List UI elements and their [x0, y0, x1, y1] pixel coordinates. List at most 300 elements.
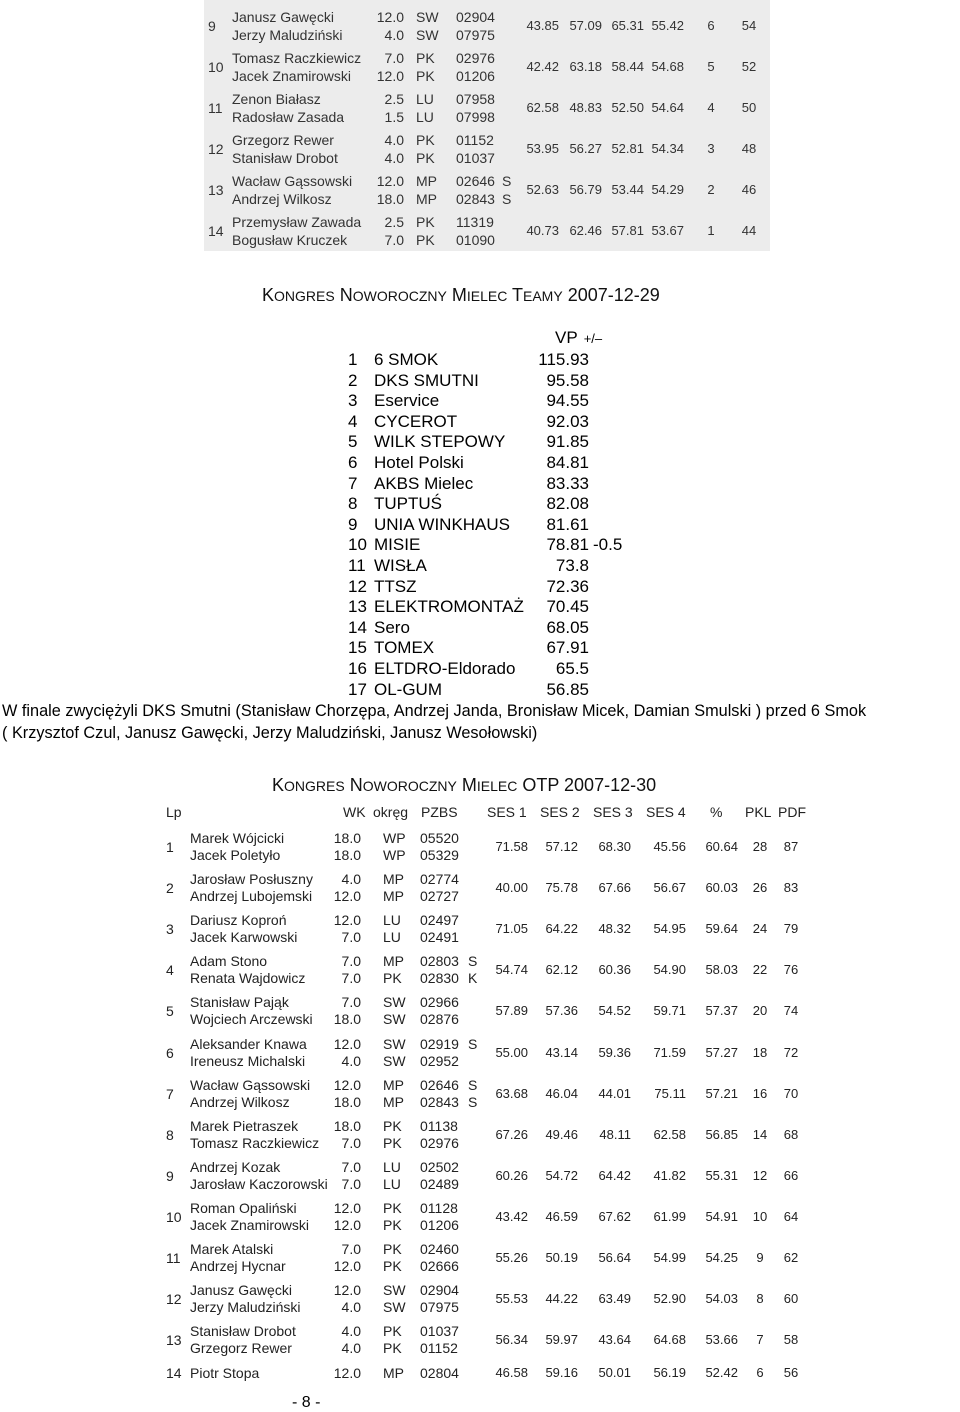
- cell-pzbs: 07958: [456, 91, 495, 107]
- cell-percent: 53.66: [705, 1332, 738, 1348]
- cell-pdf: 62: [783, 1250, 799, 1265]
- team-name: TTSZ: [374, 576, 417, 596]
- cell-lp: 11: [166, 1250, 181, 1266]
- table-row: [0, 1365, 960, 1385]
- cell-region: PK: [383, 1134, 402, 1151]
- table-row: [0, 1156, 960, 1197]
- col-header-region: okręg: [373, 804, 409, 820]
- cell-wk: 4.0: [341, 1052, 361, 1069]
- cell-lp: 12: [208, 141, 224, 157]
- cell-ses1: 71.58: [495, 839, 528, 854]
- cell-region: PK: [383, 970, 402, 987]
- heading-word: M: [451, 285, 467, 305]
- cell-ses2: 56.27: [569, 141, 602, 156]
- heading-word: OTP: [522, 775, 560, 795]
- cell-region: PK: [383, 1258, 402, 1274]
- cell-pdf: 64: [783, 1208, 799, 1224]
- cell-player-name: Jacek Znamirowski: [190, 1216, 310, 1233]
- table-row: [204, 47, 770, 87]
- cell-pkl: 12: [752, 1167, 768, 1183]
- team-adjustment: -0.5: [593, 535, 623, 555]
- cell-percent: 58.03: [705, 962, 738, 978]
- cell-pzbs: 02976: [456, 50, 495, 66]
- cell-player-name: Jacek Poletyło: [190, 847, 281, 863]
- table-row: [204, 88, 770, 128]
- cell-player-name: Stanisław Drobot: [232, 150, 338, 166]
- cell-ses3: 57.81: [611, 223, 644, 238]
- cell-pzbs: 07975: [456, 27, 495, 43]
- cell-region: MP: [383, 871, 404, 888]
- heading-date: 2007-12-30: [564, 775, 657, 795]
- cell-ses4: 64.68: [653, 1332, 686, 1348]
- cell-pkl: 8: [756, 1291, 764, 1307]
- cell-pzbs: 02904: [456, 9, 495, 25]
- cell-player-name: Jerzy Maludziński: [232, 27, 343, 43]
- cell-pkl: 20: [752, 1003, 768, 1019]
- cell-pdf: 58: [783, 1332, 799, 1348]
- cell-percent: 57.21: [705, 1085, 738, 1101]
- team-name: Eservice: [374, 391, 440, 411]
- cell-lp: 14: [166, 1365, 182, 1381]
- cell-pdf: 54: [741, 18, 757, 33]
- cell-player-name: Radosław Zasada: [232, 109, 345, 125]
- cell-pzbs: 02774: [420, 871, 459, 888]
- cell-ses1: 54.74: [495, 962, 528, 978]
- cell-pzbs: 02843: [420, 1093, 459, 1110]
- cell-wk: 12.0: [333, 1282, 361, 1299]
- cell-pzbs: 01128: [420, 1199, 458, 1216]
- cell-ses2: 59.16: [545, 1365, 578, 1380]
- cell-ses4: 54.99: [653, 1250, 686, 1265]
- cell-region: SW: [383, 1052, 406, 1069]
- cell-ses1: 55.53: [495, 1291, 528, 1307]
- cell-wk: 12.0: [333, 912, 361, 929]
- cell-percent: 54.91: [705, 1208, 738, 1224]
- cell-ses4: 41.82: [653, 1167, 686, 1183]
- team-rank: 13: [348, 597, 367, 617]
- heading-word: IELEC: [476, 778, 518, 794]
- cell-player-name: Wacław Gąssowski: [190, 1076, 311, 1093]
- team-vp: 70.45: [546, 597, 589, 617]
- cell-ses4: 54.64: [651, 100, 684, 115]
- team-vp: 78.81: [546, 535, 589, 555]
- heading-word: OWOROCZNY: [352, 288, 447, 304]
- cell-region: PK: [416, 214, 435, 230]
- cell-lp: 13: [166, 1332, 182, 1349]
- cell-ses2: 50.19: [545, 1250, 578, 1265]
- cell-ses2: 57.12: [545, 839, 578, 854]
- cell-region: MP: [383, 1365, 404, 1381]
- cell-pzbs: 02666: [420, 1258, 459, 1274]
- cell-pzbs: 02489: [420, 1175, 459, 1192]
- cell-pkl: 28: [752, 839, 768, 854]
- cell-wk: 12.0: [333, 1035, 361, 1052]
- cell-wk: 12.0: [333, 888, 361, 905]
- adjustment-header: +/–: [583, 331, 603, 346]
- cell-ses3: 58.44: [611, 59, 644, 74]
- cell-pzbs: 01138: [420, 1117, 458, 1134]
- cell-percent: 57.37: [705, 1003, 738, 1019]
- cell-pzbs: 01152: [420, 1340, 458, 1357]
- cell-ses2: 46.59: [545, 1208, 578, 1224]
- team-vp: 82.08: [546, 494, 589, 514]
- cell-wk: 12.0: [333, 1076, 361, 1093]
- page-number: - 8 -: [292, 1394, 321, 1411]
- cell-wk: 12.0: [333, 1199, 361, 1216]
- cell-percent: 55.31: [705, 1167, 738, 1183]
- cell-ses4: 56.67: [653, 880, 686, 896]
- cell-ses3: 59.36: [598, 1044, 631, 1060]
- cell-ses1: 40.00: [495, 880, 528, 896]
- team-vp: 67.91: [546, 638, 589, 658]
- cell-wk: 18.0: [333, 847, 361, 863]
- cell-pzbs: 02727: [420, 888, 459, 905]
- team-vp: 83.33: [546, 473, 589, 493]
- cell-player-name: Roman Opaliński: [190, 1199, 297, 1216]
- table-row: [0, 1033, 960, 1074]
- cell-pdf: 52: [741, 59, 757, 74]
- heading-word: OWOROCZNY: [362, 778, 457, 794]
- table-row: [0, 827, 960, 868]
- cell-ses1: 56.34: [495, 1332, 528, 1348]
- cell-pdf: 46: [741, 182, 757, 197]
- cell-pzbs: 02919: [420, 1035, 459, 1052]
- cell-ses3: 44.01: [598, 1085, 631, 1101]
- cell-lp: 1: [166, 839, 174, 855]
- col-header-ses4: SES 4: [646, 804, 686, 820]
- cell-percent: 60.03: [705, 880, 738, 896]
- cell-percent: 59.64: [705, 921, 738, 937]
- team-vp: 84.81: [546, 453, 589, 472]
- cell-region: LU: [383, 929, 401, 946]
- cell-ses1: 62.58: [526, 100, 559, 115]
- team-name: MISIE: [374, 535, 421, 555]
- cell-region: SW: [416, 9, 439, 25]
- cell-ses4: 53.67: [651, 223, 684, 238]
- table-row: [0, 1238, 960, 1279]
- cell-ses1: 42.42: [526, 59, 559, 74]
- cell-player-name: Andrzej Hycnar: [190, 1258, 286, 1274]
- cell-ses2: 49.46: [545, 1126, 578, 1142]
- team-vp: 68.05: [546, 617, 589, 637]
- cell-wk: 18.0: [333, 1093, 361, 1110]
- cell-lp: 13: [208, 182, 224, 198]
- team-vp: 94.55: [546, 391, 589, 411]
- cell-wk: 4.0: [384, 150, 404, 166]
- cell-ses2: 57.36: [545, 1003, 578, 1019]
- team-rank: 10: [348, 535, 367, 555]
- cell-wk: 4.0: [341, 871, 361, 888]
- cell-pzbs: 01206: [420, 1216, 459, 1233]
- heading-word: IELEC: [466, 288, 508, 304]
- cell-ses3: 67.66: [598, 880, 631, 896]
- cell-ses2: 62.12: [545, 962, 578, 978]
- col-header-lp: Lp: [166, 804, 182, 820]
- cell-player-name: Marek Atalski: [190, 1241, 274, 1257]
- heading-word: M: [461, 775, 477, 795]
- table-row: [0, 1320, 960, 1361]
- cell-pdf: 70: [783, 1085, 799, 1101]
- cell-pdf: 60: [783, 1291, 799, 1307]
- cell-pkl: 10: [752, 1208, 768, 1224]
- team-name: WILK STEPOWY: [374, 432, 506, 452]
- table-row: [204, 129, 770, 169]
- cell-ses4: 61.99: [653, 1208, 686, 1224]
- cell-pdf: 56: [783, 1365, 799, 1380]
- cell-wk: 7.0: [341, 1241, 361, 1257]
- cell-ses4: 55.42: [651, 18, 684, 33]
- cell-player-name: Ireneusz Michalski: [190, 1052, 306, 1069]
- cell-ses3: 53.44: [611, 182, 644, 197]
- cell-ses2: 46.04: [545, 1085, 578, 1101]
- cell-region: WP: [383, 830, 406, 846]
- cell-percent: 57.27: [705, 1044, 738, 1060]
- cell-ses1: 71.05: [495, 921, 528, 937]
- cell-ses3: 54.52: [598, 1003, 631, 1019]
- cell-pkl: 1: [707, 223, 715, 238]
- team-rank: 1: [348, 350, 358, 369]
- table-row: [0, 1197, 960, 1238]
- team-rank: 3: [348, 391, 358, 411]
- otp-heading: [272, 775, 656, 796]
- cell-ses2: 43.14: [545, 1044, 578, 1060]
- cell-player-name: Janusz Gawęcki: [190, 1282, 292, 1299]
- cell-percent: 54.03: [705, 1291, 738, 1307]
- cell-region: PK: [383, 1323, 402, 1340]
- cell-lp: 12: [166, 1291, 182, 1308]
- team-rank: 8: [348, 494, 358, 514]
- cell-wk: 4.0: [384, 27, 404, 43]
- cell-player-name: Jarosław Kaczorowski: [190, 1175, 328, 1192]
- cell-ses3: 56.64: [598, 1250, 631, 1265]
- cell-ses4: 52.90: [653, 1291, 686, 1307]
- team-name: ELTDRO-Eldorado: [374, 659, 516, 678]
- cell-wk: 18.0: [333, 830, 361, 846]
- cell-ses1: 55.26: [495, 1250, 528, 1265]
- cell-ses3: 67.62: [598, 1208, 631, 1224]
- cell-ses3: 48.32: [598, 921, 631, 937]
- cell-pkl: 4: [707, 100, 715, 115]
- cell-player-name: Marek Pietraszek: [190, 1117, 299, 1134]
- team-name: DKS SMUTNI: [374, 370, 479, 390]
- cell-region: PK: [416, 68, 435, 84]
- team-name: CYCEROT: [374, 411, 458, 431]
- cell-wk: 7.0: [341, 1175, 361, 1192]
- cell-wk: 7.0: [341, 970, 361, 987]
- team-vp: 72.36: [546, 576, 589, 596]
- cell-pdf: 48: [741, 141, 757, 156]
- cell-region: PK: [383, 1340, 402, 1357]
- cell-pkl: 26: [752, 880, 768, 896]
- cell-ses1: 53.95: [526, 141, 559, 156]
- cell-region: PK: [383, 1241, 402, 1257]
- cell-player-name: Wacław Gąssowski: [232, 173, 353, 189]
- team-name: WISŁA: [374, 556, 427, 575]
- cell-ses2: 56.79: [569, 182, 602, 197]
- cell-pdf: 79: [783, 921, 799, 937]
- cell-category: S: [468, 1076, 478, 1093]
- cell-ses2: 44.22: [545, 1291, 578, 1307]
- cell-ses2: 63.18: [569, 59, 602, 74]
- cell-pzbs: 01152: [456, 132, 494, 148]
- cell-pdf: 50: [741, 100, 757, 115]
- cell-wk: 12.0: [376, 9, 404, 25]
- cell-player-name: Tomasz Raczkiewicz: [232, 50, 362, 66]
- cell-pzbs: 02843: [456, 191, 495, 207]
- cell-pzbs: 02646: [420, 1076, 459, 1093]
- top-results-table: [204, 0, 770, 251]
- cell-pkl: 14: [752, 1126, 768, 1142]
- team-name: OL-GUM: [374, 679, 442, 699]
- cell-ses3: 64.42: [598, 1167, 631, 1183]
- cell-wk: 2.5: [384, 214, 404, 230]
- cell-pdf: 74: [783, 1003, 799, 1019]
- cell-pkl: 16: [752, 1085, 768, 1101]
- team-vp: 65.5: [555, 659, 589, 678]
- cell-player-name: Janusz Gawęcki: [232, 9, 334, 25]
- cell-pzbs: 02804: [420, 1365, 459, 1381]
- vp-header: VP: [555, 328, 578, 347]
- cell-region: MP: [383, 888, 404, 905]
- cell-pzbs: 11319: [456, 214, 494, 230]
- cell-ses3: 68.30: [598, 839, 631, 854]
- cell-ses1: 57.89: [495, 1003, 528, 1019]
- cell-wk: 12.0: [376, 68, 404, 84]
- cell-ses2: 75.78: [545, 880, 578, 896]
- cell-pzbs: 02460: [420, 1241, 459, 1257]
- team-rank: 16: [348, 659, 367, 678]
- col-header-wk: WK: [343, 804, 366, 820]
- cell-ses4: 54.34: [651, 141, 684, 156]
- cell-wk: 7.0: [384, 232, 404, 248]
- team-name: ELEKTROMONTAŻ: [374, 597, 524, 617]
- cell-pzbs: 07998: [456, 109, 495, 125]
- cell-ses4: 45.56: [653, 839, 686, 854]
- cell-pkl: 22: [752, 962, 768, 978]
- cell-pkl: 3: [707, 141, 715, 156]
- heading-word: EAMY: [523, 288, 563, 304]
- cell-wk: 12.0: [333, 1216, 361, 1233]
- cell-region: LU: [416, 91, 434, 107]
- cell-player-name: Aleksander Knawa: [190, 1035, 307, 1052]
- cell-wk: 4.0: [341, 1323, 361, 1340]
- cell-lp: 3: [166, 921, 174, 938]
- cell-wk: 1.5: [384, 109, 404, 125]
- cell-lp: 14: [208, 223, 224, 239]
- cell-ses3: 52.50: [611, 100, 644, 115]
- teams-heading: [262, 285, 660, 306]
- cell-lp: 8: [166, 1126, 174, 1143]
- cell-pkl: 6: [707, 18, 715, 33]
- cell-ses4: 54.95: [653, 921, 686, 937]
- cell-category: S: [468, 1035, 478, 1052]
- team-name: TUPTUŚ: [374, 494, 442, 514]
- cell-ses3: 50.01: [598, 1365, 631, 1380]
- cell-ses4: 71.59: [653, 1044, 686, 1060]
- cell-player-name: Andrzej Kozak: [190, 1158, 281, 1175]
- cell-percent: 52.42: [705, 1365, 738, 1380]
- cell-wk: 7.0: [341, 1158, 361, 1175]
- cell-pzbs: 05520: [420, 830, 459, 846]
- team-rank: 17: [348, 679, 367, 699]
- cell-ses1: 46.58: [495, 1365, 528, 1380]
- cell-region: SW: [383, 1011, 406, 1028]
- cell-player-name: Tomasz Raczkiewicz: [190, 1134, 320, 1151]
- cell-category: S: [468, 1093, 478, 1110]
- cell-wk: 18.0: [376, 191, 404, 207]
- cell-pzbs: 02497: [420, 912, 459, 929]
- cell-region: LU: [383, 1175, 401, 1192]
- summary-line: ( Krzysztof Czul, Janusz Gawęcki, Jerzy Maludziński, Janusz Wesołowski): [2, 724, 538, 742]
- cell-region: SW: [383, 1035, 406, 1052]
- cell-percent: 60.64: [705, 839, 738, 854]
- heading-word: K: [262, 285, 275, 305]
- cell-region: MP: [416, 173, 437, 189]
- cell-ses1: 55.00: [495, 1044, 528, 1060]
- cell-player-name: Bogusław Kruczek: [232, 232, 348, 248]
- cell-player-name: Stanisław Drobot: [190, 1323, 296, 1340]
- cell-lp: 7: [166, 1085, 174, 1102]
- cell-pzbs: 02830: [420, 970, 459, 987]
- heading-word: N: [349, 775, 363, 795]
- team-vp: 73.8: [555, 556, 589, 575]
- cell-player-name: Wojciech Arczewski: [190, 1011, 313, 1028]
- cell-wk: 7.0: [341, 953, 361, 970]
- table-row: [0, 991, 960, 1032]
- cell-lp: 6: [166, 1044, 174, 1061]
- cell-region: MP: [383, 1093, 404, 1110]
- team-rank: 9: [348, 514, 358, 534]
- cell-percent: 56.85: [705, 1126, 738, 1142]
- cell-ses1: 52.63: [526, 182, 559, 197]
- cell-ses3: 48.11: [599, 1126, 631, 1142]
- cell-player-name: Andrzej Lubojemski: [190, 888, 313, 905]
- final-summary-paragraph: [2, 700, 960, 744]
- cell-category: K: [468, 970, 478, 987]
- cell-pdf: 72: [783, 1044, 799, 1060]
- cell-pzbs: 01090: [456, 232, 495, 248]
- cell-pkl: 24: [752, 921, 768, 937]
- cell-ses3: 65.31: [611, 18, 644, 33]
- cell-region: MP: [383, 953, 404, 970]
- cell-lp: 2: [166, 880, 174, 897]
- cell-pzbs: 02976: [420, 1134, 459, 1151]
- cell-lp: 10: [208, 59, 224, 75]
- cell-ses1: 60.26: [495, 1167, 528, 1183]
- cell-pdf: 83: [783, 880, 799, 896]
- cell-pzbs: 02646: [456, 173, 495, 189]
- cell-pzbs: 02904: [420, 1282, 459, 1299]
- cell-wk: 2.5: [384, 91, 404, 107]
- cell-region: SW: [416, 27, 439, 43]
- heading-word: K: [272, 775, 285, 795]
- cell-player-name: Grzegorz Rewer: [232, 132, 334, 148]
- cell-ses1: 63.68: [495, 1085, 528, 1101]
- heading-word: ONGRES: [274, 288, 335, 304]
- team-rank: 14: [348, 617, 367, 637]
- cell-ses2: 48.83: [569, 100, 602, 115]
- cell-pzbs: 02966: [420, 994, 459, 1011]
- cell-lp: 9: [166, 1167, 174, 1184]
- team-vp: 95.58: [546, 370, 589, 390]
- cell-region: SW: [383, 994, 406, 1011]
- cell-player-name: Jarosław Posłuszny: [190, 871, 313, 888]
- cell-ses4: 75.11: [654, 1085, 686, 1101]
- team-rank: 4: [348, 411, 358, 431]
- cell-region: WP: [383, 847, 406, 863]
- cell-pdf: 44: [741, 223, 757, 238]
- table-row: [0, 909, 960, 950]
